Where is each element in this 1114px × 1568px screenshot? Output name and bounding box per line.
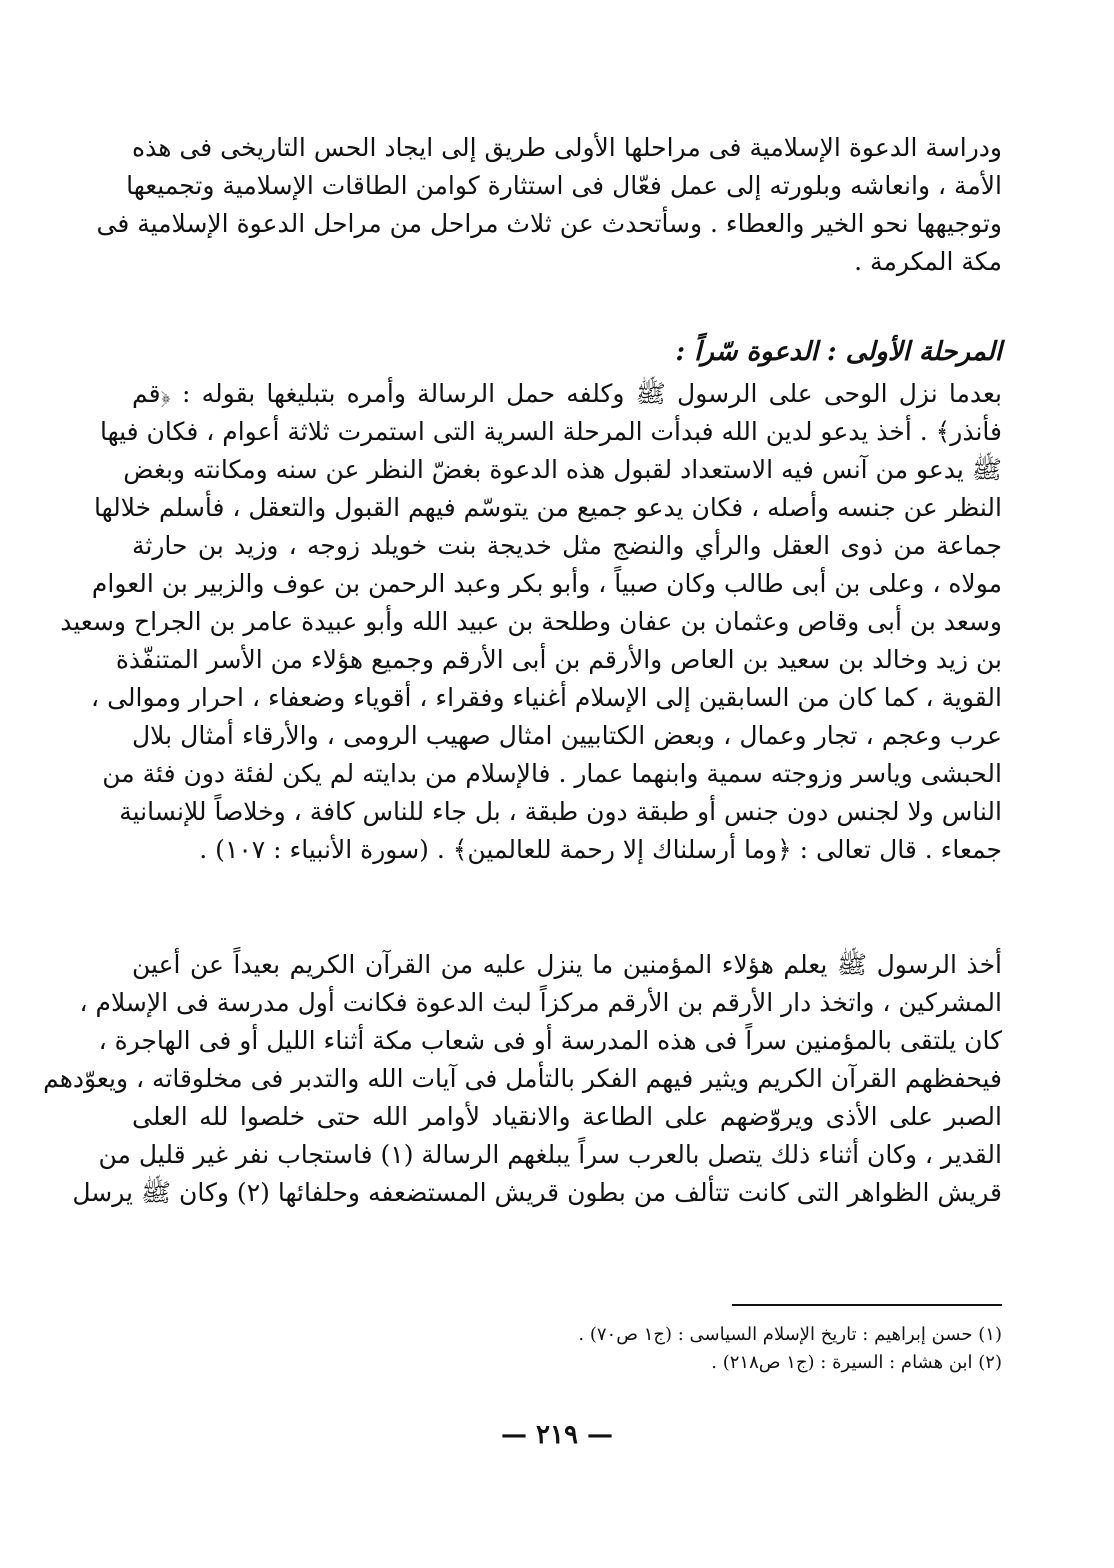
text-line: بعدما نزل الوحى على الرسول ﷺ وكلفه حمل الرسالة وأمره بتبليغها بقوله : ﴿قم xyxy=(132,379,1002,408)
footnote: (١) حسن إبراهيم : تاريخ الإسلام السياسى : (ج١ ص٧٠) . xyxy=(578,1324,1002,1345)
text-line: الصبر على الأذى ويروّضهم على الطاعة والانقياد لأوامر الله حتى خلصوا لله العلى xyxy=(132,1102,1002,1131)
footnote: (٢) ابن هشام : السيرة : (ج١ ص٢١٨) . xyxy=(711,1352,1002,1373)
text-line: وتوجيهها نحو الخير والعطاء . وسأتحدث عن ثلاث مراحل من مراحل الدعوة الإسلامية فى xyxy=(96,209,1002,238)
intro-paragraph xyxy=(96,129,1002,281)
text-line: المشركين ، واتخذ دار الأرقم بن الأرقم مركزاً لبث الدعوة فكانت أول مدرسة فى الإسلام ، xyxy=(79,988,1002,1017)
footnotes xyxy=(132,1321,1002,1377)
text-line: جمعاء . قال تعالى : ﴿وما أرسلناك إلا رحمة للعالمين﴾ . (سورة الأنبياء : ١٠٧) . xyxy=(199,835,1002,864)
text-line: مولاه ، وعلى بن أبى طالب وكان صبياً ، وأبو بكر وعبد الرحمن بن عوف والزبير بن العوام xyxy=(91,569,1002,598)
page-number: — ٢١٩ — xyxy=(500,1420,614,1450)
text-line: مكة المكرمة . xyxy=(854,247,1002,276)
text-line: قريش الظواهر التى كانت تتألف من بطون قريش المستضعفه وحلفائها (٢) وكان ﷺ يرسل xyxy=(72,1178,1002,1207)
text-line: فأنذر﴾ . أخذ يدعو لدين الله فبدأت المرحلة السرية التى استمرت ثلاثة أعوام ، فكان فيها xyxy=(99,417,1002,446)
text-line: القدير ، وكان أثناء ذلك يتصل بالعرب سراً يبلغهم الرسالة (١) فاستجاب نفر غير قليل من xyxy=(98,1140,1002,1169)
text-line: القوية ، كما كان من السابقين إلى الإسلام أغنياء وفقراء ، أقوياء وضعفاء ، احرار وموالى ، xyxy=(91,683,1002,712)
text-line: النظر عن جنسه وأصله ، فكان يدعو جميع من يتوسّم فيهم القبول والتعقل ، فأسلم خلالها xyxy=(93,493,1002,522)
text-line: ودراسة الدعوة الإسلامية فى مراحلها الأولى طريق إلى ايجاد الحس التاريخى فى هذه xyxy=(132,133,1002,162)
section2-paragraph xyxy=(43,946,1002,1212)
footnote-divider xyxy=(732,1304,1002,1306)
text-line: فيحفظهم القرآن الكريم ويثير فيهم الفكر بالتأمل فى آيات الله والتدبر فى مخلوقاته ، ويعوّدهم xyxy=(43,1064,1002,1093)
text-line: وسعد بن أبى وقاص وعثمان بن عفان وطلحة بن عبيد الله وأبو عبيدة عامر بن الجراح وسعيد xyxy=(60,607,1002,636)
text-line: الحبشى وياسر وزوجته سمية وابنهما عمار . فالإسلام من بدايته لم يكن لفئة دون فئة من xyxy=(102,759,1002,788)
section-heading: المرحلة الأولى : الدعوة سّراً : xyxy=(675,337,1002,367)
section1-paragraph xyxy=(60,375,1002,869)
text-line: عرب وعجم ، تجار وعمال ، وبعض الكتابيين امثال صهيب الرومى ، والأرقاء أمثال بلال xyxy=(132,721,1002,750)
text-line: جماعة من ذوى العقل والرأي والنضج مثل خديجة بنت خويلد زوجه ، وزيد بن حارثة xyxy=(132,531,1002,560)
text-line: كان يلتقى بالمؤمنين سراً فى هذه المدرسة أو فى شعاب مكة أثناء الليل أو فى الهاجرة ، xyxy=(98,1026,1002,1055)
text-line: أخذ الرسول ﷺ يعلم هؤلاء المؤمنين ما ينزل عليه من القرآن الكريم بعيداً عن أعين xyxy=(132,950,1002,979)
text-line: ﷺ يدعو من آنس فيه الاستعداد لقبول هذه الدعوة بغضّ النظر عن سنه ومكانته وبغض xyxy=(123,455,1002,484)
text-line: بن زيد وخالد بن سعيد بن العاص والأرقم بن أبى الأرقم وجميع هؤلاء من الأسر المتنفّذة xyxy=(115,645,1002,674)
text-line: الناس ولا لجنس دون جنس أو طبقة دون طبقة ، بل جاء للناس كافة ، وخلاصاً للإنسانية xyxy=(119,797,1002,826)
text-line: الأمة ، وانعاشه وبلورته إلى عمل فعّال فى استثارة كوامن الطاقات الإسلامية وتجميعها xyxy=(126,171,1002,200)
